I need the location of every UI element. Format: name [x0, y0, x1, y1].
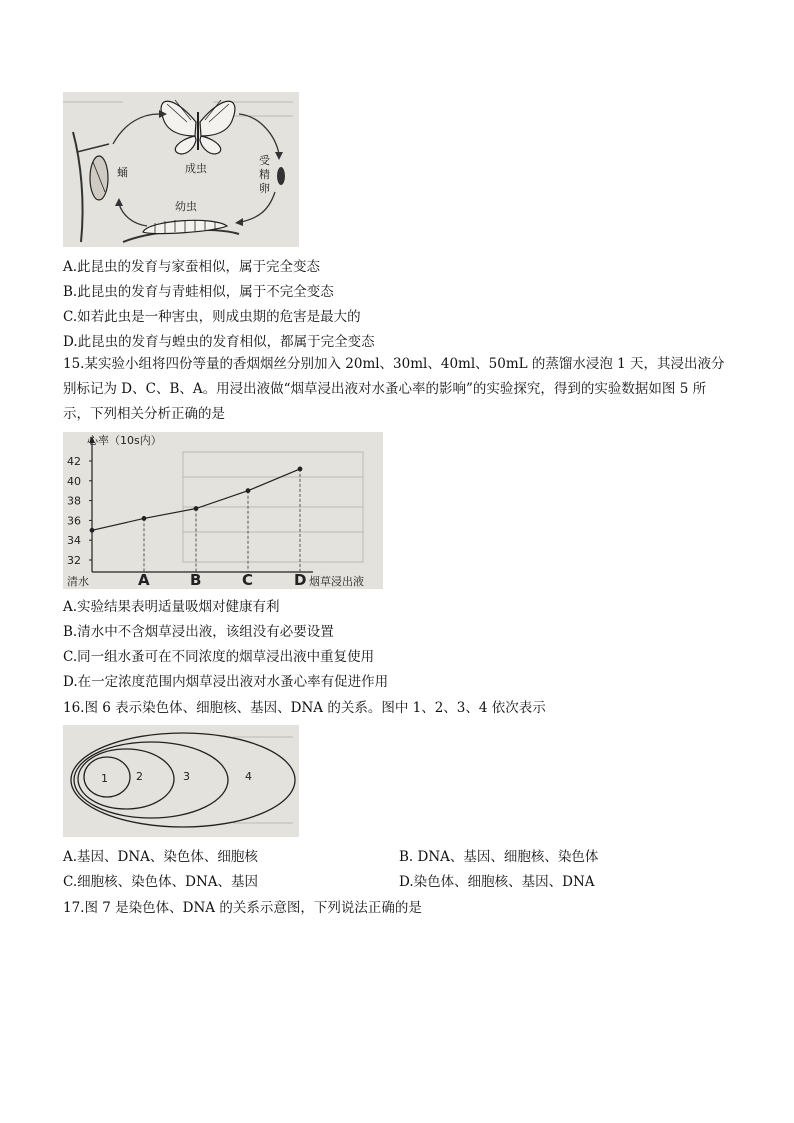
- y-tick-label: 32: [67, 554, 81, 567]
- q16-option-d: D.染色体、细胞核、基因、DNA: [399, 874, 595, 890]
- label-2: 2: [136, 770, 143, 783]
- q16-option-c: C.细胞核、染色体、DNA、基因: [63, 874, 259, 890]
- chart-axes: [89, 436, 313, 572]
- y-tick-label: 42: [67, 455, 81, 468]
- y-tick-label: 40: [67, 474, 81, 488]
- data-point: [90, 528, 95, 533]
- arrow-pupa-to-adult: [113, 114, 159, 144]
- background-print: [183, 452, 363, 562]
- q14-option-c: C.如若此虫是一种害虫，则成虫期的危害是最大的: [63, 309, 361, 325]
- x-tick-label: B: [190, 571, 202, 589]
- label-egg-2: 精: [259, 168, 270, 181]
- y-axis-label: 心率（10s内）: [87, 434, 162, 447]
- x-tick-label: C: [242, 571, 254, 589]
- y-tick-label: 34: [67, 534, 81, 548]
- q14-option-b: B.此昆虫的发育与青蛙相似，属于不完全变态: [63, 284, 334, 300]
- y-tick-label: 38: [67, 494, 81, 508]
- label-larva: 幼虫: [175, 200, 197, 213]
- label-4: 4: [245, 770, 252, 783]
- label-adult: 成虫: [185, 162, 207, 175]
- nested-ellipses-figure: [63, 725, 299, 837]
- data-point: [246, 488, 251, 493]
- nested-ellipses-diagram: [63, 725, 299, 837]
- q17-stem: 17.图 7 是染色体、DNA 的关系示意图，下列说法正确的是: [63, 900, 422, 916]
- lifecycle-diagram: [63, 92, 299, 247]
- label-egg-1: 受: [259, 154, 270, 167]
- y-tick-label: 36: [67, 514, 81, 528]
- x-axis-label: 烟草浸出液: [309, 575, 364, 588]
- pupa-icon: [73, 132, 109, 242]
- q15-stem: 15.某实验小组将四份等量的香烟烟丝分别加入 20ml、30ml、40ml、50mL 的蒸馏水浸泡 1 天，其浸出液分别标记为 D、C、B、A。用浸出液做“烟草浸出液对水蚤心率的影响”的实验探究，得到的实验数据如图 5 所示，下列相关分析正确的是: [63, 356, 725, 422]
- q15-option-c: C.同一组水蚤可在不同浓度的烟草浸出液中重复使用: [63, 649, 375, 665]
- ellipse-2: [78, 749, 174, 809]
- heart-rate-chart: [63, 432, 383, 589]
- label-3: 3: [183, 770, 190, 783]
- q14-option-a: A.此昆虫的发育与家蚕相似，属于完全变态: [63, 259, 321, 275]
- larva-icon: [123, 220, 239, 242]
- x-tick-label: 清水: [67, 575, 89, 588]
- q16-option-a: A.基因、DNA、染色体、细胞核: [63, 849, 258, 865]
- q16-option-b: B. DNA、基因、细胞核、染色体: [399, 849, 599, 865]
- data-point: [298, 467, 303, 472]
- q14-option-d: D.此昆虫的发育与蝗虫的发育相似，都属于完全变态: [63, 334, 375, 350]
- data-point: [142, 516, 147, 521]
- label-egg-3: 卵: [259, 182, 270, 195]
- q15-option-d: D.在一定浓度范围内烟草浸出液对水蚤心率有促进作用: [63, 674, 389, 690]
- q15-option-a: A.实验结果表明适量吸烟对健康有利: [63, 599, 280, 615]
- lifecycle-figure: [63, 92, 299, 247]
- label-pupa: 蛹: [117, 166, 128, 179]
- arrow-larva-to-pupa: [119, 204, 147, 226]
- arrow-adult-to-egg: [239, 114, 279, 154]
- egg-icon: [277, 167, 285, 185]
- x-tick-label: A: [138, 571, 150, 589]
- label-1: 1: [101, 772, 108, 785]
- x-tick-label: D: [294, 571, 307, 589]
- butterfly-icon: [161, 100, 235, 154]
- arrow-egg-to-larva: [241, 192, 275, 222]
- chart-svg: [63, 432, 383, 589]
- q15-option-b: B.清水中不含烟草浸出液，该组没有必要设置: [63, 624, 334, 640]
- q16-stem: 16.图 6 表示染色体、细胞核、基因、DNA 的关系。图中 1、2、3、4 依次表示: [63, 700, 546, 716]
- data-point: [194, 506, 199, 511]
